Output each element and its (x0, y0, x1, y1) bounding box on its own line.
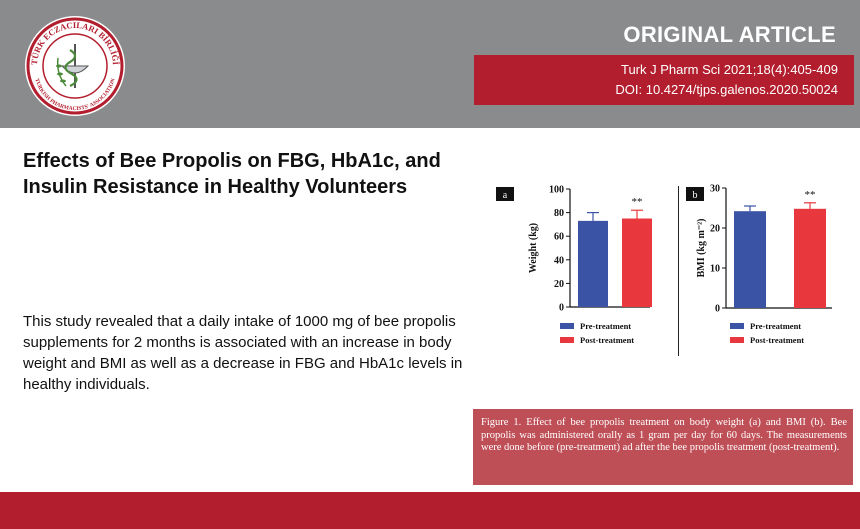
legend-swatch (730, 323, 744, 329)
legend-swatch (730, 337, 744, 343)
logo-bottom-text: TURKISH PHARMACISTS' ASSOCIATION (33, 77, 117, 113)
panel-divider (678, 186, 679, 356)
panel-label: a (502, 190, 508, 201)
y-tick-label: 0 (715, 303, 720, 315)
significance-marker: ** (804, 188, 816, 201)
article-summary: This study revealed that a daily intake of 1000 mg of bee propolis supplements for 2 months is associated with an increase in body weight and BMI as well as a decrease in FBG and HbA1c levels in healthy individuals. (23, 313, 463, 393)
legend-label: Post-treatment (750, 335, 805, 345)
y-tick-label: 0 (559, 302, 564, 314)
bar-post-treatment (794, 209, 826, 308)
journal-header (0, 0, 860, 128)
y-tick-label: 20 (710, 223, 720, 235)
association-logo (20, 14, 130, 119)
logo-top-text: TÜRK ECZACILARI BİRLİĞİ (28, 19, 122, 66)
bar-post-treatment (622, 219, 652, 308)
y-tick-label: 10 (710, 263, 720, 275)
figure-caption-box (473, 409, 853, 485)
y-tick-label: 60 (554, 231, 564, 243)
significance-marker: ** (631, 196, 643, 209)
legend-label: Pre-treatment (750, 321, 802, 331)
journal-info-box (474, 55, 854, 105)
journal-reference: Turk J Pharm Sci 2021;18(4):405-409 (620, 62, 838, 77)
legend-label: Pre-treatment (580, 321, 632, 331)
bar-pre-treatment (734, 211, 766, 308)
y-tick-label: 80 (554, 208, 564, 220)
y-axis-label: Weight (kg) (528, 222, 539, 274)
legend-swatch (560, 337, 574, 343)
footer-bar (0, 492, 860, 529)
y-tick-label: 40 (554, 255, 564, 267)
chart-panel-b (682, 180, 858, 350)
y-tick-label: 20 (554, 278, 564, 290)
article-type: ORIGINAL ARTICLE (623, 22, 836, 47)
panel-label: b (692, 190, 698, 201)
y-tick-label: 100 (549, 184, 564, 196)
figure-caption: Figure 1. Effect of bee propolis treatment on body weight (a) and BMI (b). Bee propolis was administered orally as 1 gram per day for 60 days. The measurements were done before (pre-treatment) ad after the bee propolis treatment (post-treatment). (481, 417, 847, 453)
y-tick-label: 30 (710, 183, 720, 195)
article-title: Effects of Bee Propolis on FBG, HbA1c, and Insulin Resistance in Healthy Volunteers (23, 150, 441, 198)
bar-pre-treatment (578, 221, 608, 307)
chart-panel-a (490, 180, 676, 350)
legend-swatch (560, 323, 574, 329)
y-axis-label: BMI (kg m⁻²) (696, 218, 707, 278)
doi-link[interactable]: DOI: 10.4274/tjps.galenos.2020.50024 (615, 82, 838, 97)
legend-label: Post-treatment (580, 335, 635, 345)
